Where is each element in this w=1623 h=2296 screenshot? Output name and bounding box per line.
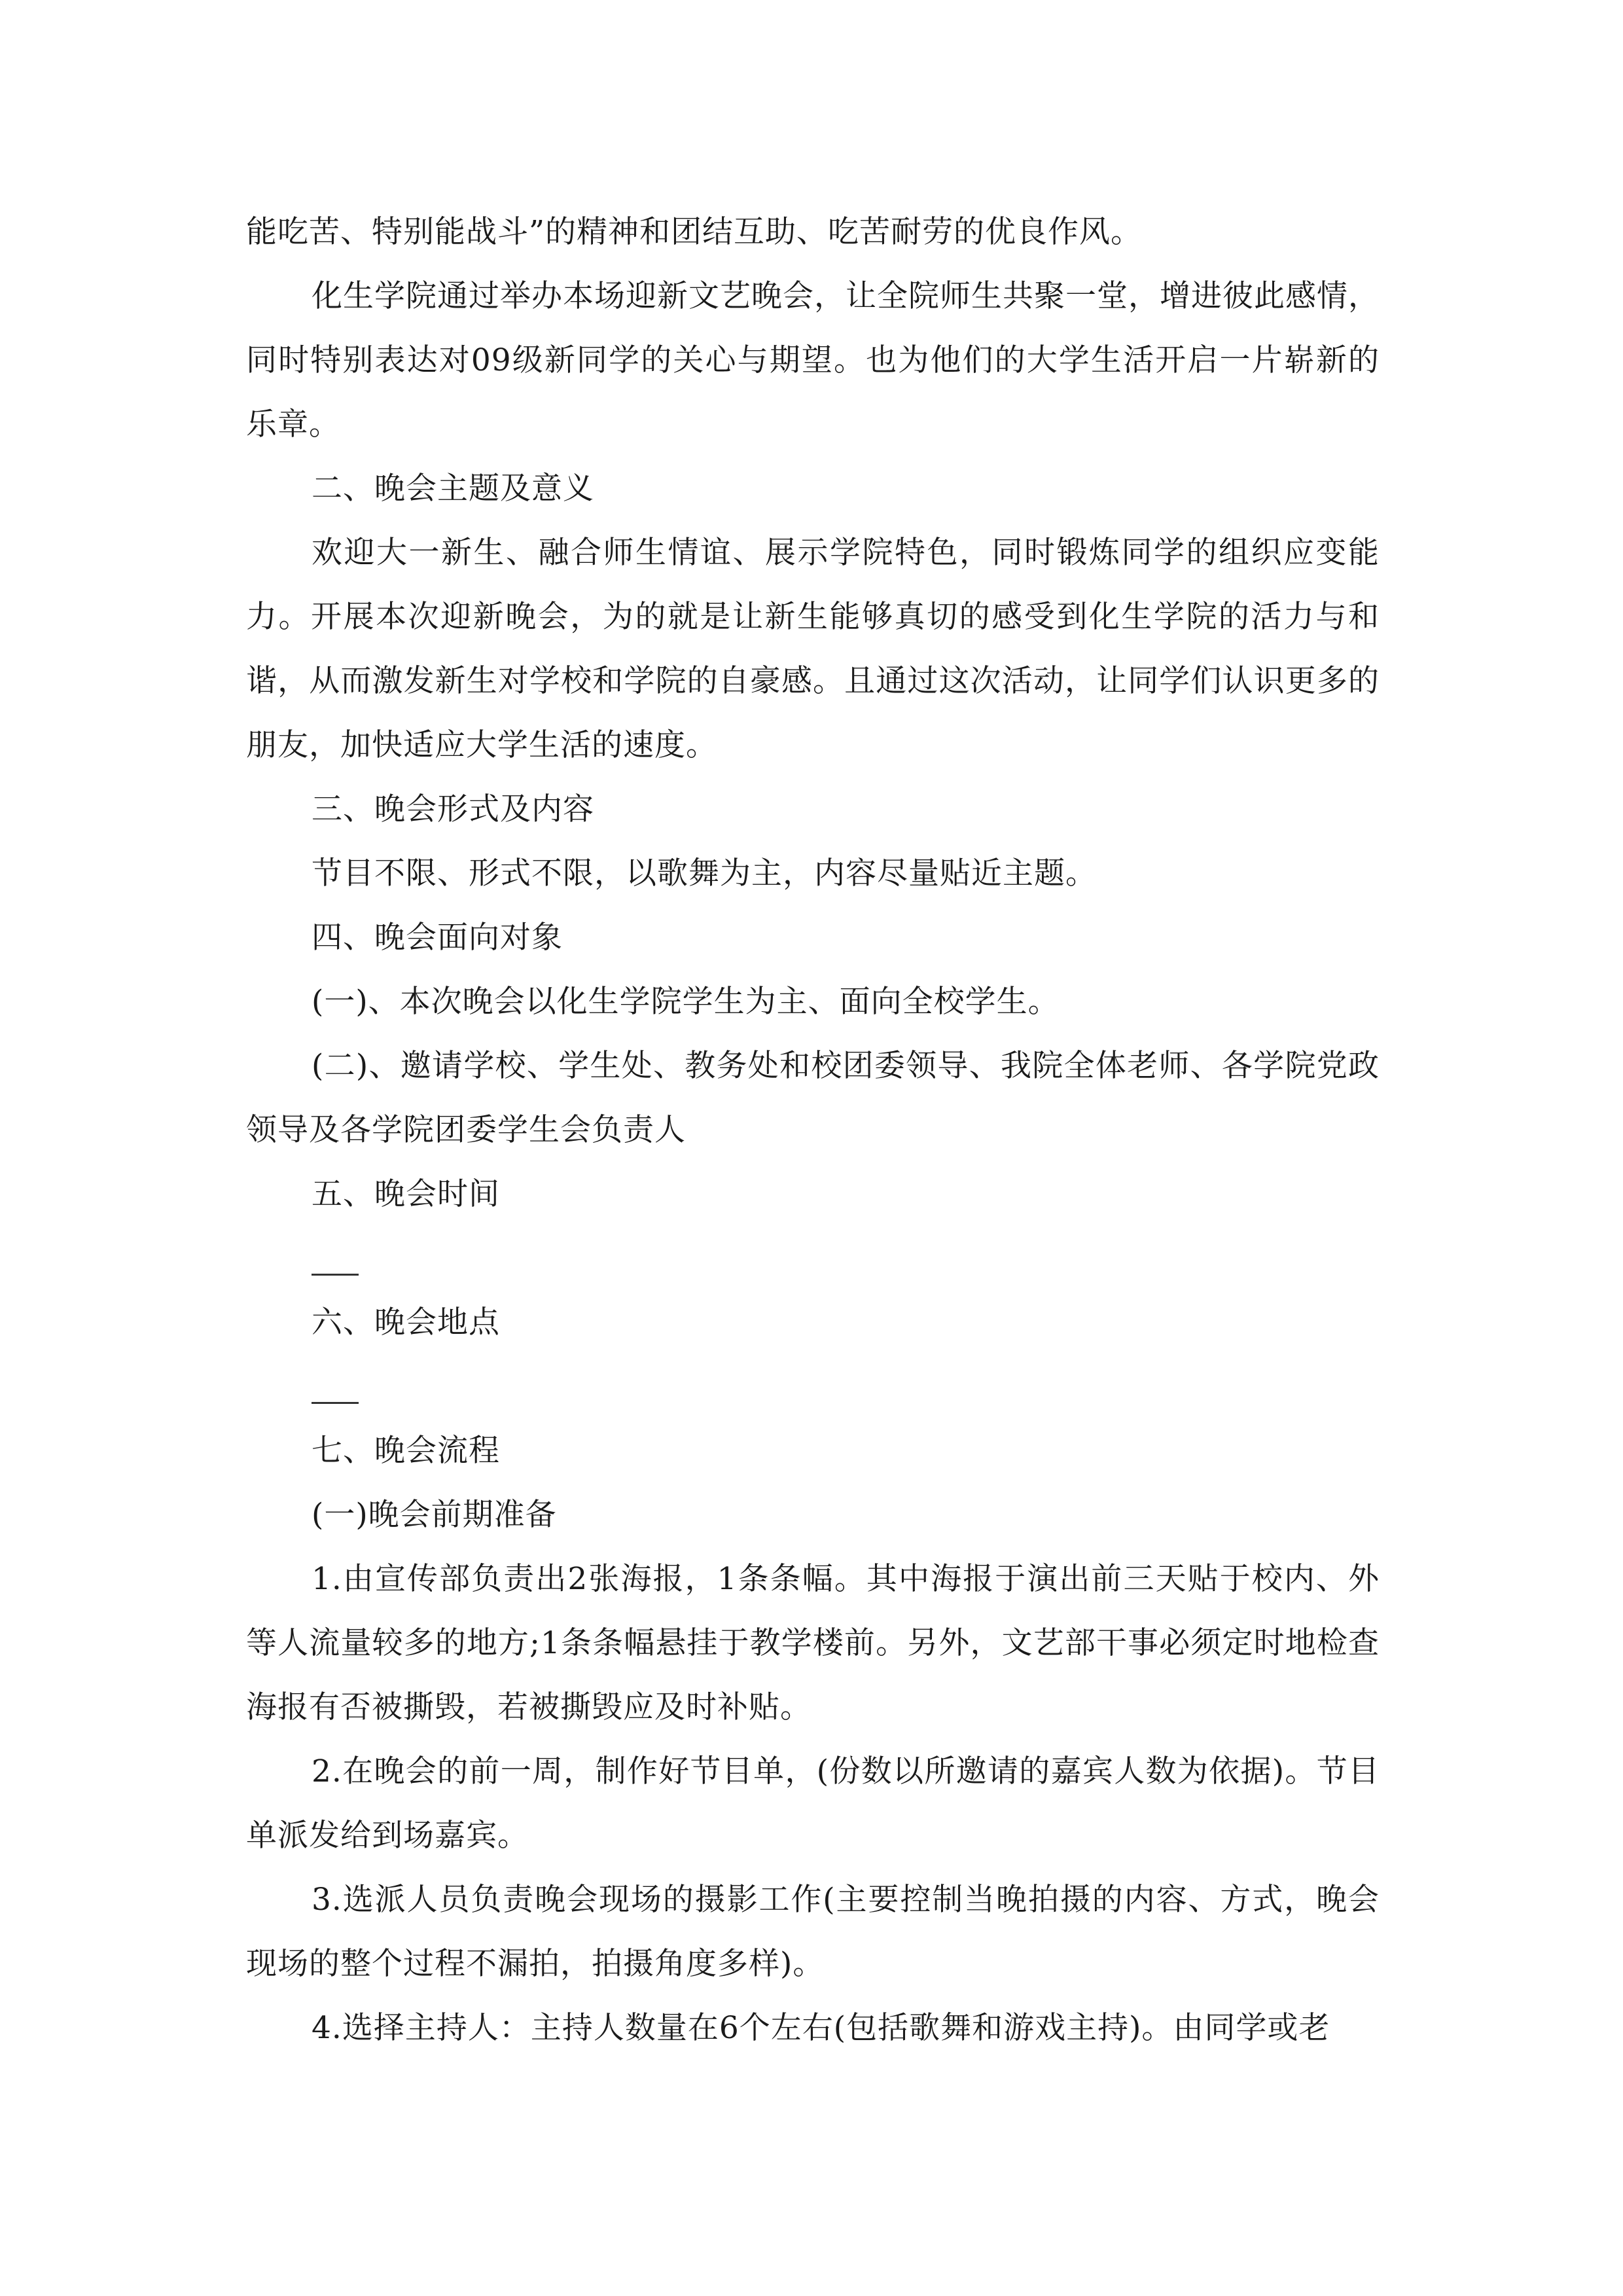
blank-underline [312, 1402, 359, 1404]
paragraph-audience-2: (二)、邀请学校、学生处、教务处和校团委领导、我院全体老师、各学院党政领导及各学院团委学生会负责人 [246, 1048, 1380, 1148]
paragraph-step-3: 3.选派人员负责晚会现场的摄影工作(主要控制当晚拍摄的内容、方式，晚会现场的整个过程不漏拍，拍摄角度多样)。 [246, 1882, 1380, 1982]
section-heading-location: 六、晚会地点 [312, 1304, 500, 1340]
paragraph-step-1: 1.由宣传部负责出2张海报，1条条幅。其中海报于演出前三天贴于校内、外等人流量较多的地方;1条条幅悬挂于教学楼前。另外，文艺部干事必须定时地检查海报有否被撕毁，若被撕毁应及时补贴。 [246, 1561, 1380, 1725]
section-heading-format: 三、晚会形式及内容 [312, 791, 594, 827]
paragraph-audience-1: (一)、本次晚会以化生学院学生为主、面向全校学生。 [312, 984, 1060, 1020]
subsection-heading-preparation: (一)晚会前期准备 [312, 1497, 557, 1533]
paragraph-format: 节目不限、形式不限，以歌舞为主，内容尽量贴近主题。 [312, 855, 1097, 891]
section-heading-theme: 二、晚会主题及意义 [312, 471, 594, 507]
location-blank-line [312, 1355, 1380, 1419]
section-heading-audience: 四、晚会面向对象 [312, 920, 563, 956]
section-heading-process: 七、晚会流程 [312, 1433, 500, 1469]
blank-underline [312, 1274, 359, 1276]
paragraph-continuation: 能吃苦、特别能战斗”的精神和团结互助、吃苦耐劳的优良作风。 [246, 214, 1143, 250]
section-heading-time: 五、晚会时间 [312, 1176, 500, 1212]
time-blank-line [312, 1227, 1380, 1291]
paragraph-theme: 欢迎大一新生、融合师生情谊、展示学院特色，同时锻炼同学的组织应变能力。开展本次迎新晚会，为的就是让新生能够真切的感受到化生学院的活力与和谐，从而激发新生对学校和学院的自豪感。且通过这次活动，让同学们认识更多的朋友，加快适应大学生活的速度。 [246, 535, 1380, 763]
document-body [246, 200, 1380, 2060]
paragraph-step-4: 4.选择主持人：主持人数量在6个左右(包括歌舞和游戏主持)。由同学或老 [312, 2010, 1330, 2046]
paragraph-intro: 化生学院通过举办本场迎新文艺晚会，让全院师生共聚一堂，增进彼此感情，同时特别表达对09级新同学的关心与期望。也为他们的大学生活开启一片崭新的乐章。 [246, 278, 1380, 442]
paragraph-step-2: 2.在晚会的前一周，制作好节目单，(份数以所邀请的嘉宾人数为依据)。节目单派发给到场嘉宾。 [246, 1753, 1380, 1854]
